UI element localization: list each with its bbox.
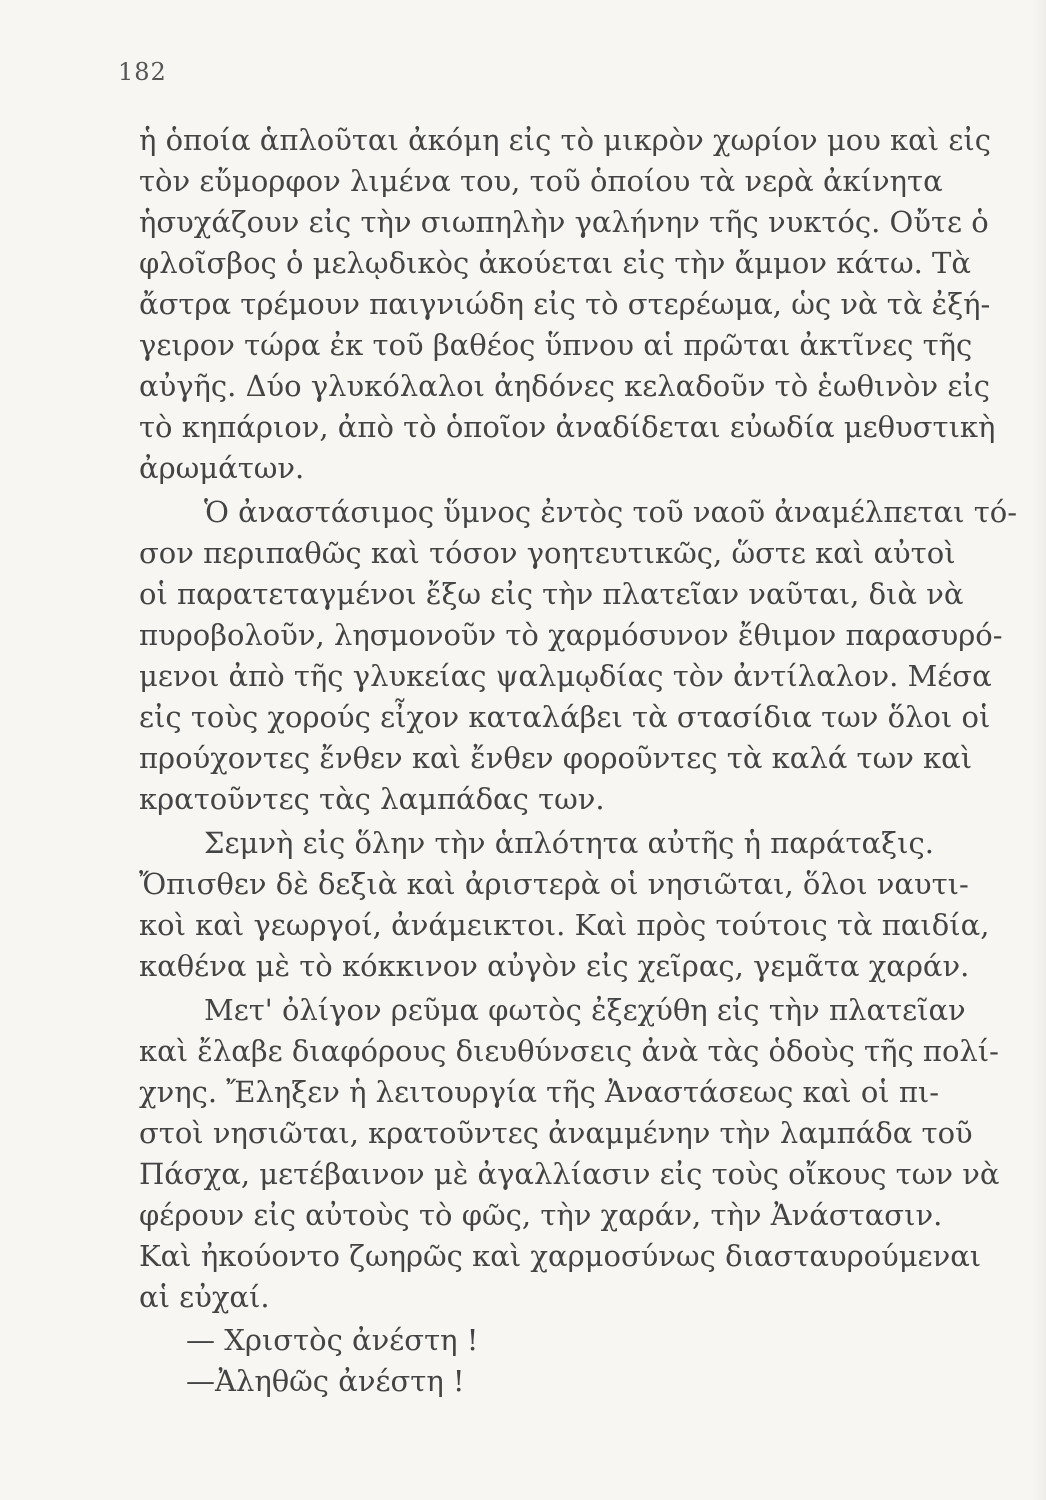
text-line: χνης. Ἔληξεν ἡ λειτουργία τῆς Ἀναστάσεως καὶ οἱ πι-: [139, 1075, 940, 1109]
text-line: τὸ κηπάριον, ἀπὸ τὸ ὁποῖον ἀναδίδεται εὐωδία μεθυστικὴ: [139, 410, 996, 444]
text-line: σον περιπαθῶς καὶ τόσον γοητευτικῶς, ὥστε καὶ αὐτοὶ: [139, 536, 956, 570]
dialogue-line: —Ἀληθῶς ἀνέστη !: [186, 1364, 465, 1398]
text-line: ἡ ὁποία ἁπλοῦται ἀκόμη εἰς τὸ μικρὸν χωρίον μου καὶ εἰς: [139, 123, 991, 157]
dialogue-line: — Χριστὸς ἀνέστη !: [186, 1323, 479, 1357]
page-edge: [1032, 0, 1046, 1500]
text-line: ἄστρα τρέμουν παιγνιώδη εἰς τὸ στερέωμα, ὡς νὰ τὰ ἐξή-: [139, 287, 991, 321]
text-line: πυροβολοῦν, λησμονοῦν τὸ χαρμόσυνον ἔθιμον παρασυρό-: [139, 618, 1003, 652]
text-line: μενοι ἀπὸ τῆς γλυκείας ψαλμῳδίας τὸν ἀντίλαλον. Μέσα: [139, 659, 992, 693]
text-line: Ὄπισθεν δὲ δεξιὰ καὶ ἀριστερὰ οἱ νησιῶται, ὅλοι ναυτι-: [139, 867, 969, 901]
text-line: ἡσυχάζουν εἰς τὴν σιωπηλὴν γαλήνην τῆς νυκτός. Οὔτε ὁ: [139, 205, 989, 239]
text-line: προύχοντες ἔνθεν καὶ ἔνθεν φοροῦντες τὰ καλά των καὶ: [139, 741, 973, 775]
text-line: Ὁ ἀναστάσιμος ὕμνος ἐντὸς τοῦ ναοῦ ἀναμέλπεται τό-: [204, 495, 1017, 529]
text-line: φλοῖσβος ὁ μελῳδικὸς ἀκούεται εἰς τὴν ἄμμον κάτω. Τὰ: [139, 246, 971, 280]
text-line: κρατοῦντες τὰς λαμπάδας των.: [139, 782, 605, 816]
text-line: καθένα μὲ τὸ κόκκινον αὐγὸν εἰς χεῖρας, γεμᾶτα χαράν.: [139, 949, 970, 983]
text-line: κοὶ καὶ γεωργοί, ἀνάμεικτοι. Καὶ πρὸς τούτοις τὰ παιδία,: [139, 908, 990, 942]
text-line: Πάσχα, μετέβαινον μὲ ἀγαλλίασιν εἰς τοὺς οἴκους των νὰ: [139, 1157, 1000, 1191]
text-line: οἱ παρατεταγμένοι ἔξω εἰς τὴν πλατεῖαν ναῦται, διὰ νὰ: [139, 577, 964, 611]
text-line: φέρουν εἰς αὐτοὺς τὸ φῶς, τὴν χαράν, τὴν Ἀνάστασιν.: [139, 1198, 943, 1232]
text-line: Καὶ ἠκούοντο ζωηρῶς καὶ χαρμοσύνως διασταυρούμεναι: [139, 1239, 982, 1273]
text-line: αἱ εὐχαί.: [139, 1280, 270, 1314]
page-number: 182: [118, 58, 167, 86]
text-line: εἰς τοὺς χορούς εἶχον καταλάβει τὰ στασίδια των ὅλοι οἱ: [139, 700, 991, 734]
text-line: αὐγῆς. Δύο γλυκόλαλοι ἀηδόνες κελαδοῦν τὸ ἑωθινὸν εἰς: [139, 369, 990, 403]
text-line: ἀρωμάτων.: [139, 451, 305, 485]
text-line: Μετ' ὀλίγον ρεῦμα φωτὸς ἐξεχύθη εἰς τὴν πλατεῖαν: [204, 993, 966, 1027]
text-line: γειρον τώρα ἐκ τοῦ βαθέος ὕπνου αἱ πρῶται ἀκτῖνες τῆς: [139, 328, 973, 362]
text-line: καὶ ἔλαβε διαφόρους διευθύνσεις ἀνὰ τὰς ὁδοὺς τῆς πολί-: [139, 1034, 999, 1068]
text-line: Σεμνὴ εἰς ὅλην τὴν ἁπλότητα αὐτῆς ἡ παράταξις.: [204, 826, 934, 860]
text-line: στοὶ νησιῶται, κρατοῦντες ἀναμμένην τὴν λαμπάδα τοῦ: [139, 1116, 973, 1150]
text-line: τὸν εὔμορφον λιμένα του, τοῦ ὁποίου τὰ νερὰ ἀκίνητα: [139, 164, 943, 198]
